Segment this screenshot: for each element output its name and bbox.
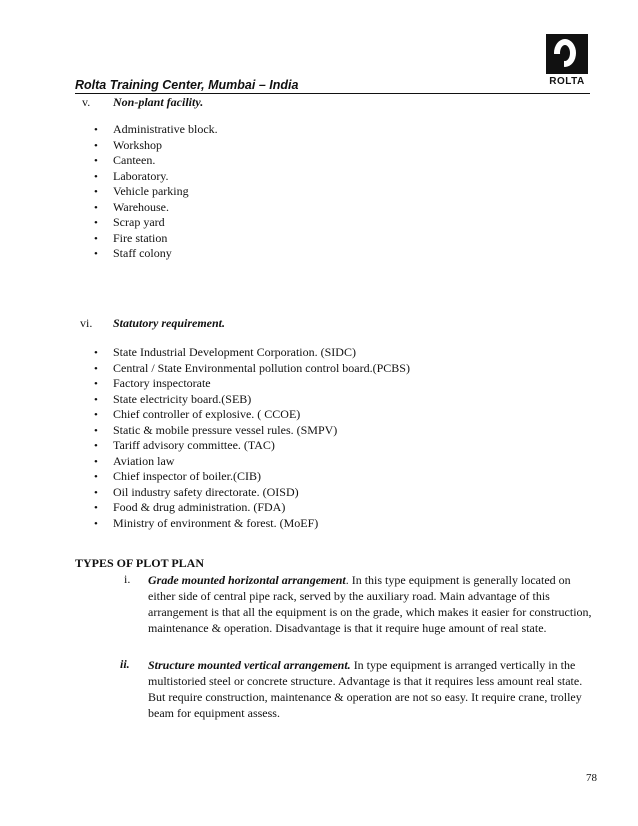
section-vi-title: Statutory requirement. — [113, 316, 226, 330]
rolta-logo-mark — [546, 34, 588, 74]
list-item: • Laboratory. — [94, 168, 169, 183]
page-number: 78 — [586, 772, 597, 784]
list-item: • Chief controller of explosive. ( CCOE) — [94, 407, 301, 421]
types-entry-1-title: Grade mounted horizontal arrangement — [148, 573, 346, 587]
types-entry-2-text: In type equipment is arranged vertically in the multistoried steel or concrete structure. Advantage is that it requires less amount real state. But require construction, maintenance & operation are not so easy. It require crane, trolley beam for equipment assess. — [148, 658, 583, 720]
list-item: • Aviation law — [94, 453, 175, 468]
types-entry-2-number: ii. — [120, 657, 130, 671]
types-entry-2-title: Structure mounted vertical arrangement. — [148, 658, 351, 672]
section-v-list — [94, 122, 218, 262]
types-entry-1-text: . In this type equipment is generally located on either side of central pipe rack, served by the auxiliary road. Main advantage of this arrangement is that all the equipment is on the grade, which makes it easier for construction, maintenance & operation. Disadvantage is that it require huge amount of real state. — [148, 573, 592, 635]
list-item: • State Industrial Development Corporation. (SIDC) — [94, 345, 356, 359]
header-rule — [75, 93, 590, 94]
list-item: • Workshop — [94, 137, 163, 152]
page-header-title: Rolta Training Center, Mumbai – India — [75, 78, 299, 92]
list-item: • Food & drug administration. (FDA) — [94, 500, 286, 514]
list-item: • Tariff advisory committee. (TAC) — [94, 438, 275, 452]
list-item: • Staff colony — [94, 246, 172, 260]
types-entry-1 — [148, 572, 600, 636]
list-item: • Fire station — [94, 230, 168, 245]
list-item: • Factory inspectorate — [94, 376, 211, 390]
list-item: • Central / State Environmental pollution control board.(PCBS) — [94, 360, 410, 375]
types-heading: TYPES OF PLOT PLAN — [75, 556, 205, 570]
rolta-logo — [546, 34, 588, 90]
rolta-logo-text: ROLTA — [549, 76, 585, 87]
list-item: • Ministry of environment & forest. (MoEF) — [94, 515, 319, 530]
section-v-number: v. — [82, 95, 91, 109]
types-entry-1-number: i. — [124, 572, 131, 586]
list-item: • Chief inspector of boiler.(CIB) — [94, 469, 261, 483]
list-item: • Scrap yard — [94, 215, 165, 229]
list-item: • Vehicle parking — [94, 184, 189, 198]
list-item: • Oil industry safety directorate. (OISD) — [94, 484, 299, 499]
section-vi-number: vi. — [80, 316, 93, 330]
list-item: • Warehouse. — [94, 199, 170, 214]
section-vi-list — [94, 345, 410, 531]
list-item: • State electricity board.(SEB) — [94, 391, 252, 406]
list-item: • Administrative block. — [94, 122, 218, 136]
list-item: • Static & mobile pressure vessel rules. (SMPV) — [94, 422, 338, 437]
section-v-title: Non-plant facility. — [113, 95, 204, 109]
types-entry-2 — [148, 657, 600, 721]
list-item: • Canteen. — [94, 153, 156, 167]
